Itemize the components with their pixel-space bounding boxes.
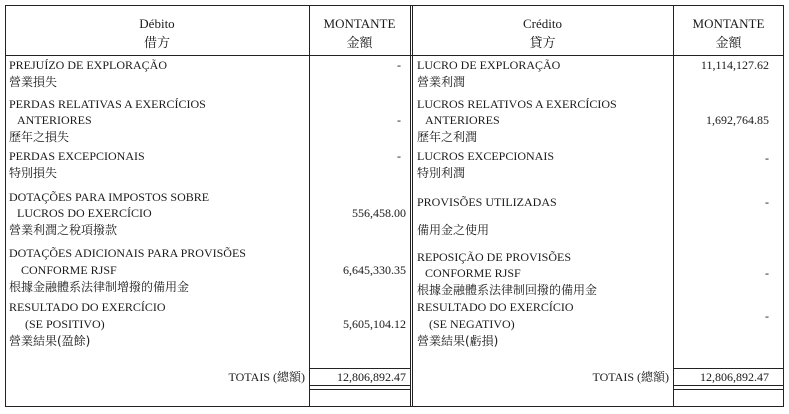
- debit-row-label-zh: 歷年之損失: [9, 130, 70, 144]
- debit-row-label-cont: ANTERIORES: [17, 113, 92, 127]
- debit-totals-amount: 12,806,892.47: [337, 370, 406, 384]
- debit-row-label-zh: 營業利潤之稅項撥款: [9, 223, 118, 237]
- credit-row-label: LUCROS EXCEPCIONAIS: [417, 149, 555, 163]
- credit-totals-label: TOTAIS (總額): [592, 370, 669, 384]
- debit-row-label-zh: 特別損失: [9, 166, 58, 180]
- credit-row-label: LUCRO DE EXPLORAÇÃO: [417, 58, 561, 72]
- debit-row-amount: 6,645,330.35: [343, 263, 406, 277]
- credit-total-rule-2: [673, 389, 784, 390]
- debit-total-rule-2: [309, 389, 410, 390]
- credit-row-label-cont: (SE NEGATIVO): [429, 317, 515, 331]
- debit-amount-header-zh: 金額: [346, 36, 373, 51]
- credit-row-amount: 11,114,127.62: [700, 58, 769, 72]
- credit-row-label-zh: 營業結果(虧損): [417, 334, 499, 348]
- debit-row-label: PREJUÍZO DE EXPLORAÇÃO: [9, 58, 168, 72]
- credit-row-amount: 1,692,764.85: [706, 113, 769, 127]
- credit-row-label: PROVISÕES UTILIZADAS: [417, 195, 557, 209]
- header-rule: [5, 55, 784, 56]
- debit-row-label-zh: 營業損失: [9, 75, 58, 89]
- debit-row-amount: 5,605,104.12: [343, 317, 406, 331]
- debit-row-amount: -: [397, 113, 401, 127]
- credit-row-label-zh: 根據金融體系法律制回撥的備用金: [417, 283, 598, 297]
- credit-row-amount: -: [765, 151, 769, 165]
- credit-row-label-cont: CONFORME RJSF: [425, 266, 521, 280]
- debit-row-label-cont: CONFORME RJSF: [21, 263, 117, 277]
- divider-center-double: [412, 5, 413, 407]
- debit-row-label-cont: LUCROS DO EXERCÍCIO: [17, 206, 152, 220]
- credit-totals-amount: 12,806,892.47: [700, 370, 769, 384]
- debit-total-rule-1: [309, 385, 410, 386]
- debit-row-amount: 556,458.00: [352, 206, 406, 220]
- debit-row-label: DOTAÇÕES PARA IMPOSTOS SOBRE: [9, 190, 210, 204]
- debit-row-label: DOTAÇÕES ADICIONAIS PARA PROVISÕES: [9, 246, 246, 260]
- debit-row-label: RESULTADO DO EXERCÍCIO: [9, 300, 166, 314]
- credit-row-label-zh: 歷年之利潤: [417, 130, 478, 144]
- credit-row-label: LUCROS RELATIVOS A EXERCÍCIOS: [417, 97, 617, 111]
- debit-amount-header: MONTANTE: [323, 16, 396, 31]
- debit-totals-label: TOTAIS (總額): [228, 370, 305, 384]
- debit-row-amount: -: [397, 149, 401, 163]
- debit-row-label-zh: 營業結果(盈餘): [9, 334, 91, 348]
- credit-amount-header-zh: 金額: [715, 36, 742, 51]
- credit-row-label-zh: 備用金之使用: [417, 223, 490, 237]
- credit-row-label: REPOSIÇÃO DE PROVISÕES: [417, 250, 572, 264]
- credit-row-label-cont: ANTERIORES: [425, 113, 500, 127]
- divider-center: [410, 5, 411, 407]
- debit-header: Débito: [139, 16, 175, 31]
- debit-row-label-cont: (SE POSITIVO): [25, 317, 105, 331]
- credit-amount-header: MONTANTE: [692, 16, 765, 31]
- debit-row-label-zh: 根據金融體系法律制增撥的備用金: [9, 280, 190, 294]
- credit-row-label-zh: 特別利潤: [417, 166, 466, 180]
- debit-row-label: PERDAS EXCEPCIONAIS: [9, 149, 145, 163]
- credit-row-amount: -: [765, 266, 769, 280]
- debit-row-label: PERDAS RELATIVAS A EXERCÍCIOS: [9, 97, 206, 111]
- debit-row-amount: -: [397, 58, 401, 72]
- credit-row-amount: -: [765, 309, 769, 323]
- credit-header-zh: 貸方: [529, 36, 556, 51]
- credit-row-amount: -: [765, 195, 769, 209]
- credit-header: Crédito: [523, 16, 562, 31]
- debit-header-zh: 借方: [143, 36, 170, 51]
- credit-row-label-zh: 營業利潤: [417, 75, 466, 89]
- credit-total-rule-1: [673, 385, 784, 386]
- credit-row-label: RESULTADO DO EXERCÍCIO: [417, 300, 574, 314]
